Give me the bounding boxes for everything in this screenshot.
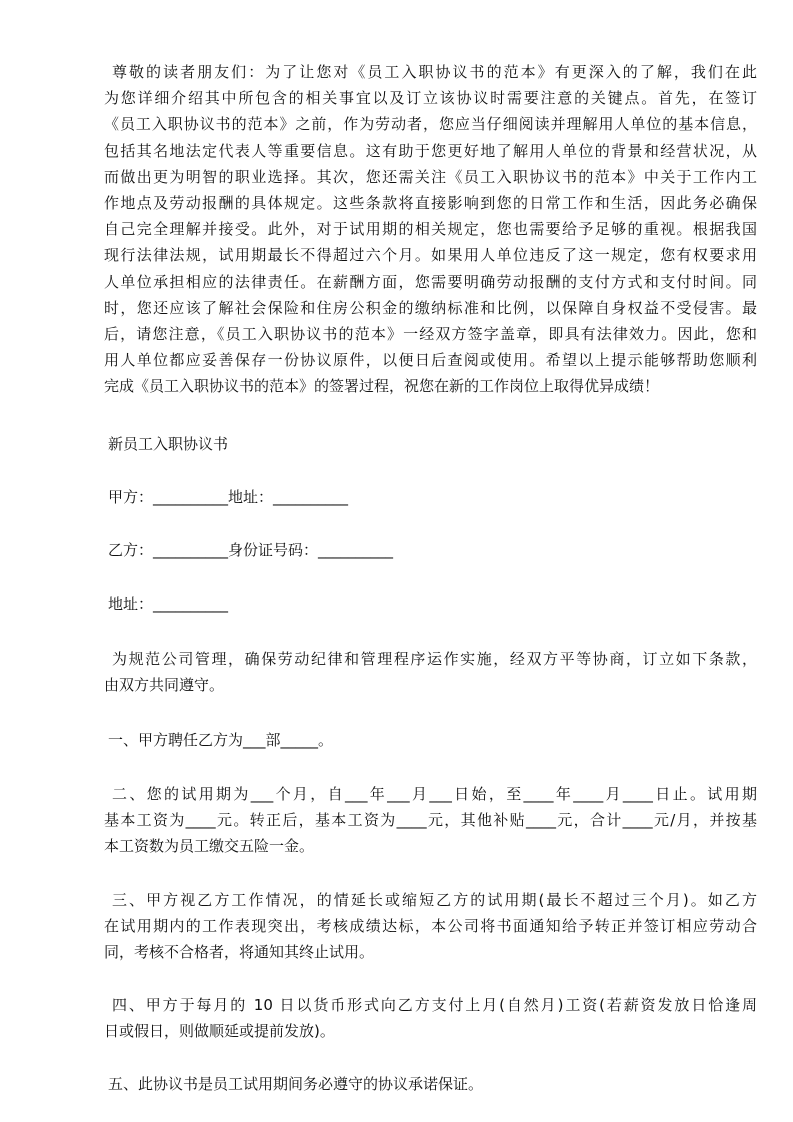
clause-2-line: 基本工资为____元。转正后，基本工资为____元，其他补贴____元，合计____元/月，并按基 [104,811,757,830]
intro-paragraph-line: 后，请您注意，《员工入职协议书的范本》一经双方签字盖章，即具有法律效力。因此，您和 [104,325,757,343]
intro-paragraph-line: 为您详细介绍其中所包含的相关事宜以及订立该协议时需要注意的关键点。首先，在签订 [104,89,757,108]
clause-5-line: 五、此协议书是员工试用期间务必遵守的协议承诺保证。 [108,1075,484,1093]
intro-paragraph-line: 《员工入职协议书的范本》之前，作为劳动者，您应当仔细阅读并理解用人单位的基本信息， [104,115,757,134]
clause-4-line: 日或假日，则做顺延或提前发放)。 [104,1022,335,1041]
agreement-title: 新员工入职协议书 [108,435,229,453]
party-b-line: 乙方：__________身份证号码：__________ [108,541,394,559]
clause-3-line: 在试用期内的工作表现突出，考核成绩达标，本公司将书面通知给予转正并签订相应劳动合 [104,917,757,936]
preamble-line: 由双方共同遵守。 [104,676,225,695]
clause-3-line: 三、甲方视乙方工作情况，的情延长或缩短乙方的试用期(最长不超过三个月)。如乙方 [112,891,757,909]
intro-paragraph-line: 现行法律法规，试用期最长不得超过六个月。如果用人单位违反了这一规定，您有权要求用 [104,246,757,265]
intro-paragraph-line: 完成《员工入职协议书的范本》的签署过程，祝您在新的工作岗位上取得优异成绩！ [104,377,660,396]
intro-paragraph-line: 作地点及劳动报酬的具体规定。这些条款将直接影响到您的日常工作和生活，因此务必确保 [104,194,757,212]
party-a-line: 甲方：__________地址：__________ [108,488,349,506]
intro-paragraph-line: 而做出更为明智的职业选择。其次，您还需关注《员工入职协议书的范本》中关于工作内工 [104,167,757,186]
clause-2-line: 二、您的试用期为___个月，自___年___月___日始，至____年____月____日止。试用期 [112,785,757,803]
clause-3-line: 同，考核不合格者，将通知其终止试用。 [104,943,375,962]
intro-paragraph-line: 时，您还应该了解社会保险和住房公积金的缴纳标准和比例，以保障自身权益不受侵害。最 [104,298,757,317]
intro-paragraph-line: 包括其名地法定代表人等重要信息。这有助于您更好地了解用人单位的背景和经营状况，从 [104,141,757,160]
intro-paragraph-line: 用人单位都应妥善保存一份协议原件，以便日后查阅或使用。希望以上提示能够帮助您顺利 [104,351,757,370]
clause-1-line: 一、甲方聘任乙方为___部_____。 [108,731,334,749]
clause-4-line: 四、甲方于每月的 10 日以货币形式向乙方支付上月(自然月)工资(若薪资发放日恰逢周 [112,996,757,1014]
address-line: 地址：__________ [108,595,229,613]
intro-paragraph-line: 人单位承担相应的法律责任。在薪酬方面，您需要明确劳动报酬的支付方式和支付时间。同 [104,272,757,291]
preamble-line: 为规范公司管理，确保劳动纪律和管理程序运作实施，经双方平等协商，订立如下条款， [112,650,757,668]
clause-2-line: 本工资数为员工缴交五险一金。 [104,837,315,856]
intro-paragraph-line: 自己完全理解并接受。此外，对于试用期的相关规定，您也需要给予足够的重视。根据我国 [104,220,757,239]
intro-paragraph-line: 尊敬的读者朋友们：为了让您对《员工入职协议书的范本》有更深入的了解，我们在此 [112,63,757,81]
